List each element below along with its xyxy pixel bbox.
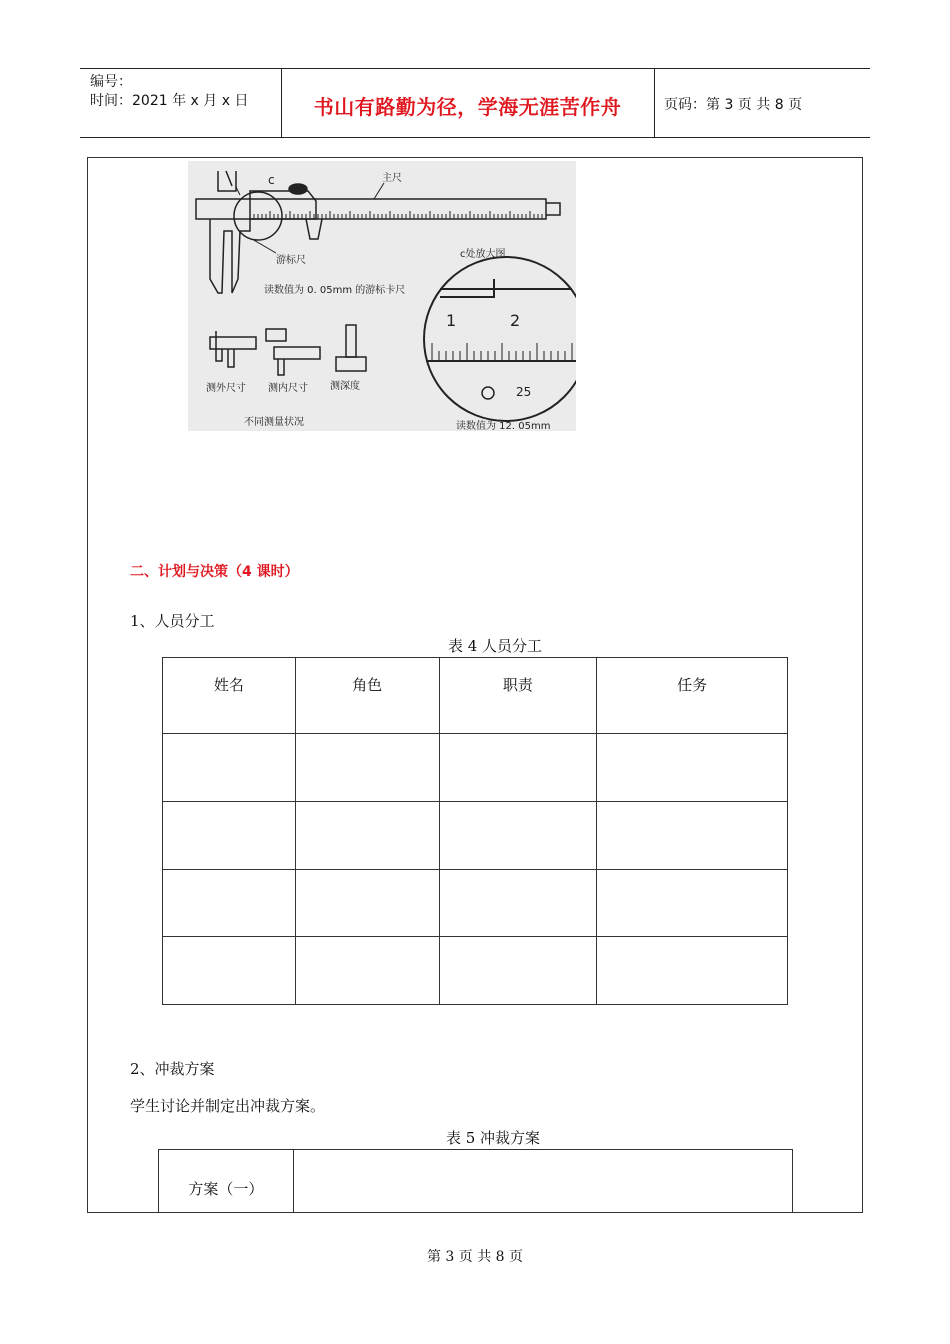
- header-cell-name: 姓名: [163, 658, 296, 734]
- table-cell[interactable]: [597, 937, 788, 1005]
- punching-plan-table: [158, 1149, 793, 1213]
- document-number-label: 编号：: [90, 74, 132, 90]
- table-cell[interactable]: [439, 734, 597, 802]
- plan-content-cell[interactable]: [293, 1150, 792, 1213]
- table-cell[interactable]: [163, 937, 296, 1005]
- item-heading-2: 2、冲裁方案: [130, 1060, 215, 1078]
- header-cell-duty: 职责: [439, 658, 597, 734]
- table-4-caption: 表 4 人员分工: [447, 637, 543, 655]
- table-cell[interactable]: [295, 734, 439, 802]
- table-row: [163, 802, 788, 870]
- header-divider: [654, 69, 655, 137]
- figure-label-enlarged: c处放大图: [460, 249, 506, 260]
- figure-label-caliper-note: 读数值为 0. 05mm 的游标卡尺: [264, 285, 406, 296]
- table-cell[interactable]: [163, 802, 296, 870]
- header-cell-task: 任务: [597, 658, 788, 734]
- item-heading-1: 1、人员分工: [130, 612, 215, 630]
- table-cell[interactable]: [163, 734, 296, 802]
- table-cell[interactable]: [597, 802, 788, 870]
- table-cell[interactable]: [295, 870, 439, 937]
- figure-label-c: c: [268, 173, 275, 187]
- header-motto: 书山有路勤为径，学海无涯苦作舟: [313, 95, 622, 119]
- page-footer: 第 3 页 共 8 页: [426, 1249, 524, 1265]
- figure-label-depth: 测深度: [330, 381, 360, 392]
- figure-label-num-2: 2: [510, 311, 521, 330]
- figure-label-num-25: 25: [516, 385, 532, 399]
- table-cell[interactable]: [295, 802, 439, 870]
- table-cell[interactable]: [439, 802, 597, 870]
- vernier-caliper-figure: [188, 161, 576, 431]
- plan-label-cell: 方案（一）: [159, 1150, 294, 1213]
- table-header-row: [163, 658, 788, 734]
- staff-assignment-table: [162, 657, 788, 1005]
- header-meta: [90, 73, 248, 111]
- table-row: [163, 937, 788, 1005]
- header-page-label: 页码：第 3 页 共 8 页: [664, 97, 803, 113]
- table-cell[interactable]: [295, 937, 439, 1005]
- item-2-text: 学生讨论并制定出冲裁方案。: [130, 1097, 326, 1115]
- figure-label-reading: 读数值为 12. 05mm: [456, 421, 551, 432]
- table-cell[interactable]: [439, 937, 597, 1005]
- page-header: [80, 68, 870, 138]
- table-row: [159, 1150, 793, 1213]
- table-row: [163, 870, 788, 937]
- figure-label-num-1: 1: [446, 311, 457, 330]
- figure-label-main-scale: 主尺: [382, 173, 402, 184]
- caliper-main-ticks: [250, 211, 542, 219]
- figure-label-vernier: 游标尺: [276, 255, 306, 266]
- enlarged-scale-ticks: [432, 343, 576, 361]
- figure-label-states: 不同测量状况: [244, 417, 304, 428]
- table-cell[interactable]: [597, 734, 788, 802]
- table-cell[interactable]: [439, 870, 597, 937]
- table-cell[interactable]: [597, 870, 788, 937]
- document-date-label: 时间：2021 年 x 月 x 日: [90, 93, 249, 109]
- figure-label-inner: 测内尺寸: [268, 383, 308, 394]
- header-cell-role: 角色: [295, 658, 439, 734]
- figure-label-outer: 测外尺寸: [206, 383, 246, 394]
- table-cell[interactable]: [163, 870, 296, 937]
- table-row: [163, 734, 788, 802]
- table-5-caption: 表 5 冲裁方案: [445, 1129, 541, 1147]
- section-title: 二、计划与决策（4 课时）: [130, 564, 299, 580]
